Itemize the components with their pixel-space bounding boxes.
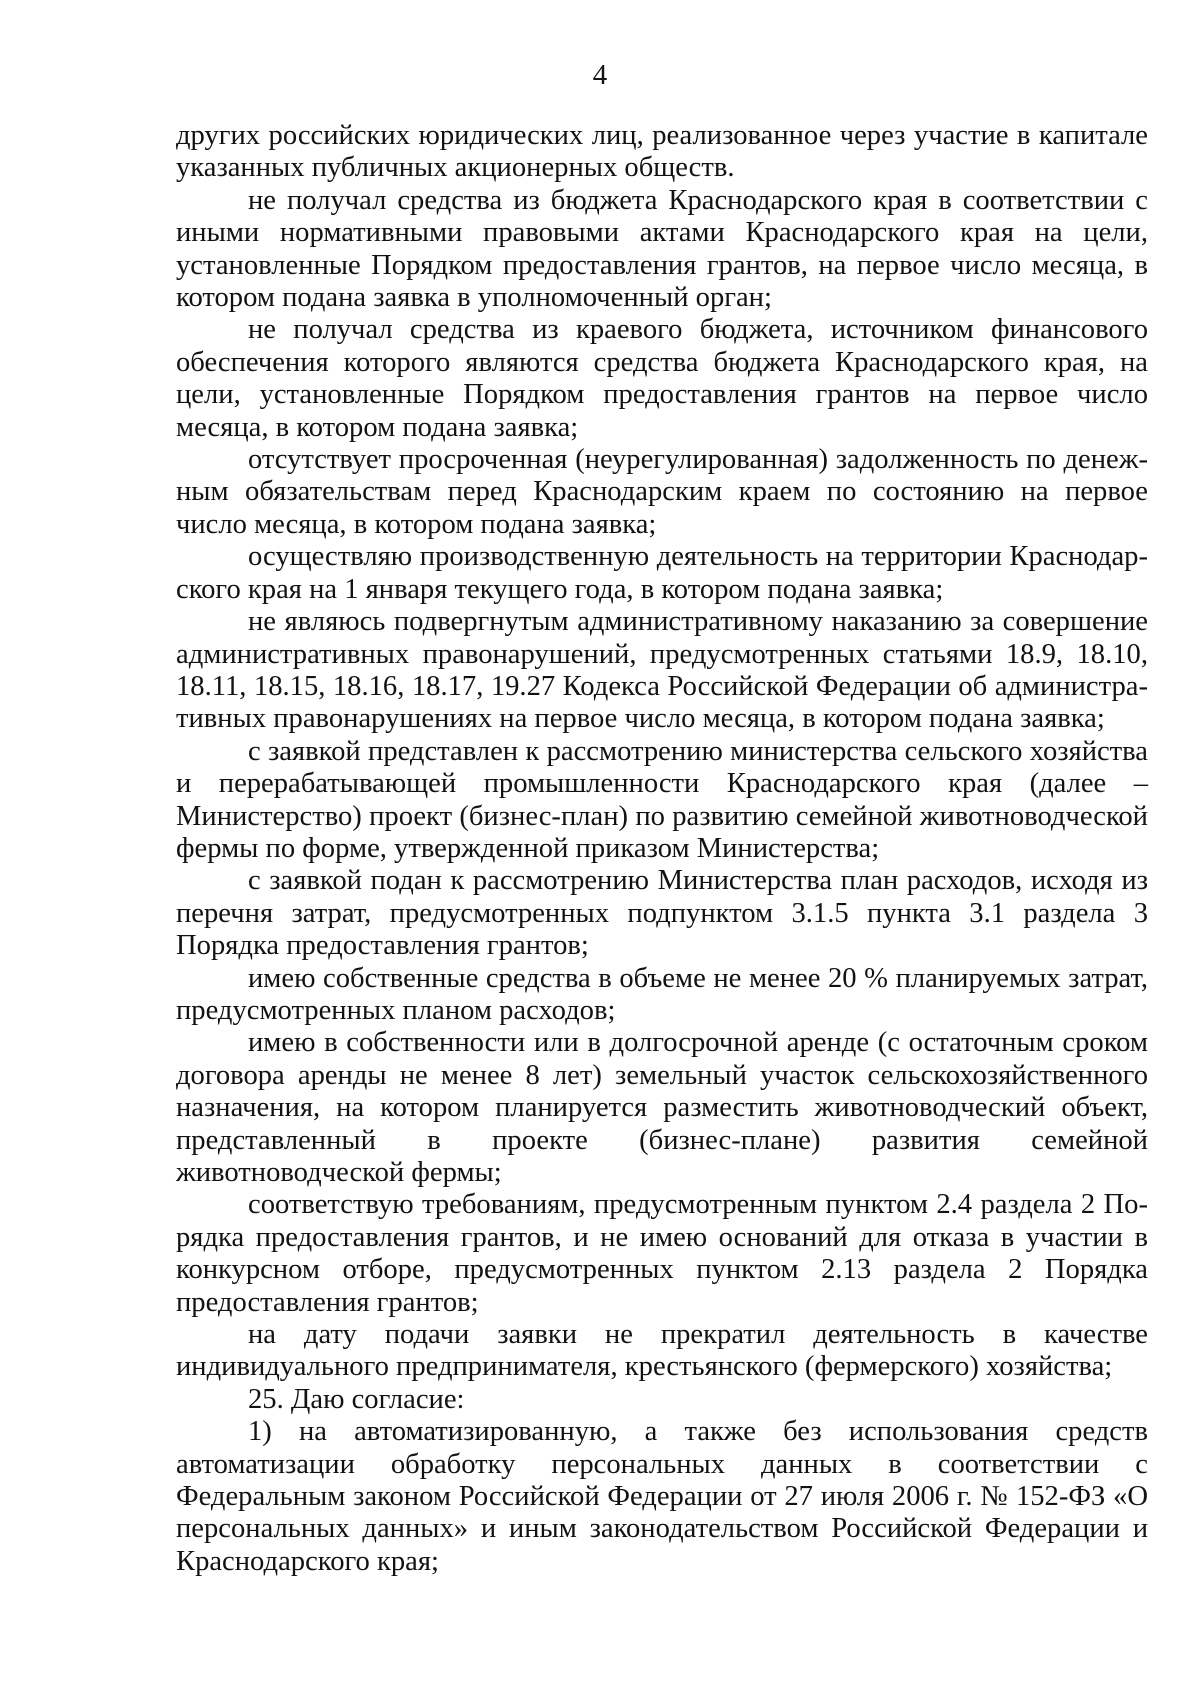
paragraph-no-penalty: не являюсь подвергнутым административному наказанию за совершение административных правонарушений, предусмотренных статьями 18.9, 18.10, 18.11, 18.15, 18.16, 18.17, 19.27 Кодекса Российской Федерации об административных правонарушениях на первое число месяца, в котором подана заявка; [176, 606, 1148, 735]
paragraph-continuation: других российских юридических лиц, реализованное через участие в капитале указанных публичных акционерных обществ. [176, 120, 1148, 184]
paragraph-requirements: соответствую требованиям, предусмотренным пунктом 2.4 раздела 2 Порядка предоставления грантов, и не имею оснований для отказа в участии в конкурсном отборе, предусмотренных пунктом 2.13 раздела 2 Порядка предоставления грантов; [176, 1189, 1148, 1318]
paragraph-consent-item-1: 1) на автоматизированную, а также без использования средств автоматизации обработку персональных данных в соответствии с Федеральным законом Российской Федерации от 27 июля 2006 г. № 152-ФЗ «О персональных данных» и иным законодательством Российской Федерации и Краснодарского края; [176, 1416, 1148, 1577]
paragraph-consent-heading: 25. Даю согласие: [248, 1383, 465, 1415]
paragraph-own-funds: имею собственные средства в объеме не менее 20 % планируемых затрат, предусмотренных планом расходов; [176, 962, 1148, 1026]
paragraph-land-plot: имею в собственности или в долгосрочной аренде (с остаточным сроком договора аренды не менее 8 лет) земельный участок сельскохозяйственного назначения, на котором планируется разместить животноводческий объект, представленный в проекте (бизнес-плане) развития семейной животноводческой фермы; [176, 1027, 1148, 1188]
document-body [176, 120, 1148, 1578]
paragraph-activity-not-ceased: на дату подачи заявки не прекратил деятельность в качестве индивидуального предпринимателя, крестьянского (фермерского) хозяйства; [176, 1319, 1148, 1383]
page-number: 4 [592, 59, 608, 91]
paragraph-expense-plan: с заявкой подан к рассмотрению Министерства план расходов, исходя из перечня затрат, предусмотренных подпунктом 3.1.5 пункта 3.1 раздела 3 Порядка предоставления грантов; [176, 865, 1148, 962]
paragraph-no-debt: отсутствует просроченная (неурегулированная) задолженность по денежным обязательствам перед Краснодарским краем по состоянию на первое число месяца, в котором подана заявка; [176, 444, 1148, 540]
paragraph-regional-budget: не получал средства из краевого бюджета, источником финансового обеспечения которого являются средства бюджета Краснодарского края, на цели, установленные Порядком предоставления грантов на первое число месяца, в котором подана заявка; [176, 314, 1148, 443]
paragraph-budget-funds: не получал средства из бюджета Краснодарского края в соответствии с иными нормативными правовыми актами Краснодарского края на цели, установленные Порядком предоставления грантов, на первое число месяца, в котором подана заявка в уполномоченный орган; [176, 184, 1148, 314]
paragraph-production-activity: осуществляю производственную деятельность на территории Краснодарского края на 1 января текущего года, в котором подана заявка; [176, 541, 1148, 605]
paragraph-business-plan: с заявкой представлен к рассмотрению министерства сельского хозяйства и перерабатывающей промышленности Краснодарского края (далее – Министерство) проект (бизнес-план) по развитию семейной животноводческой фермы по форме, утвержденной приказом Министерства; [176, 735, 1148, 864]
